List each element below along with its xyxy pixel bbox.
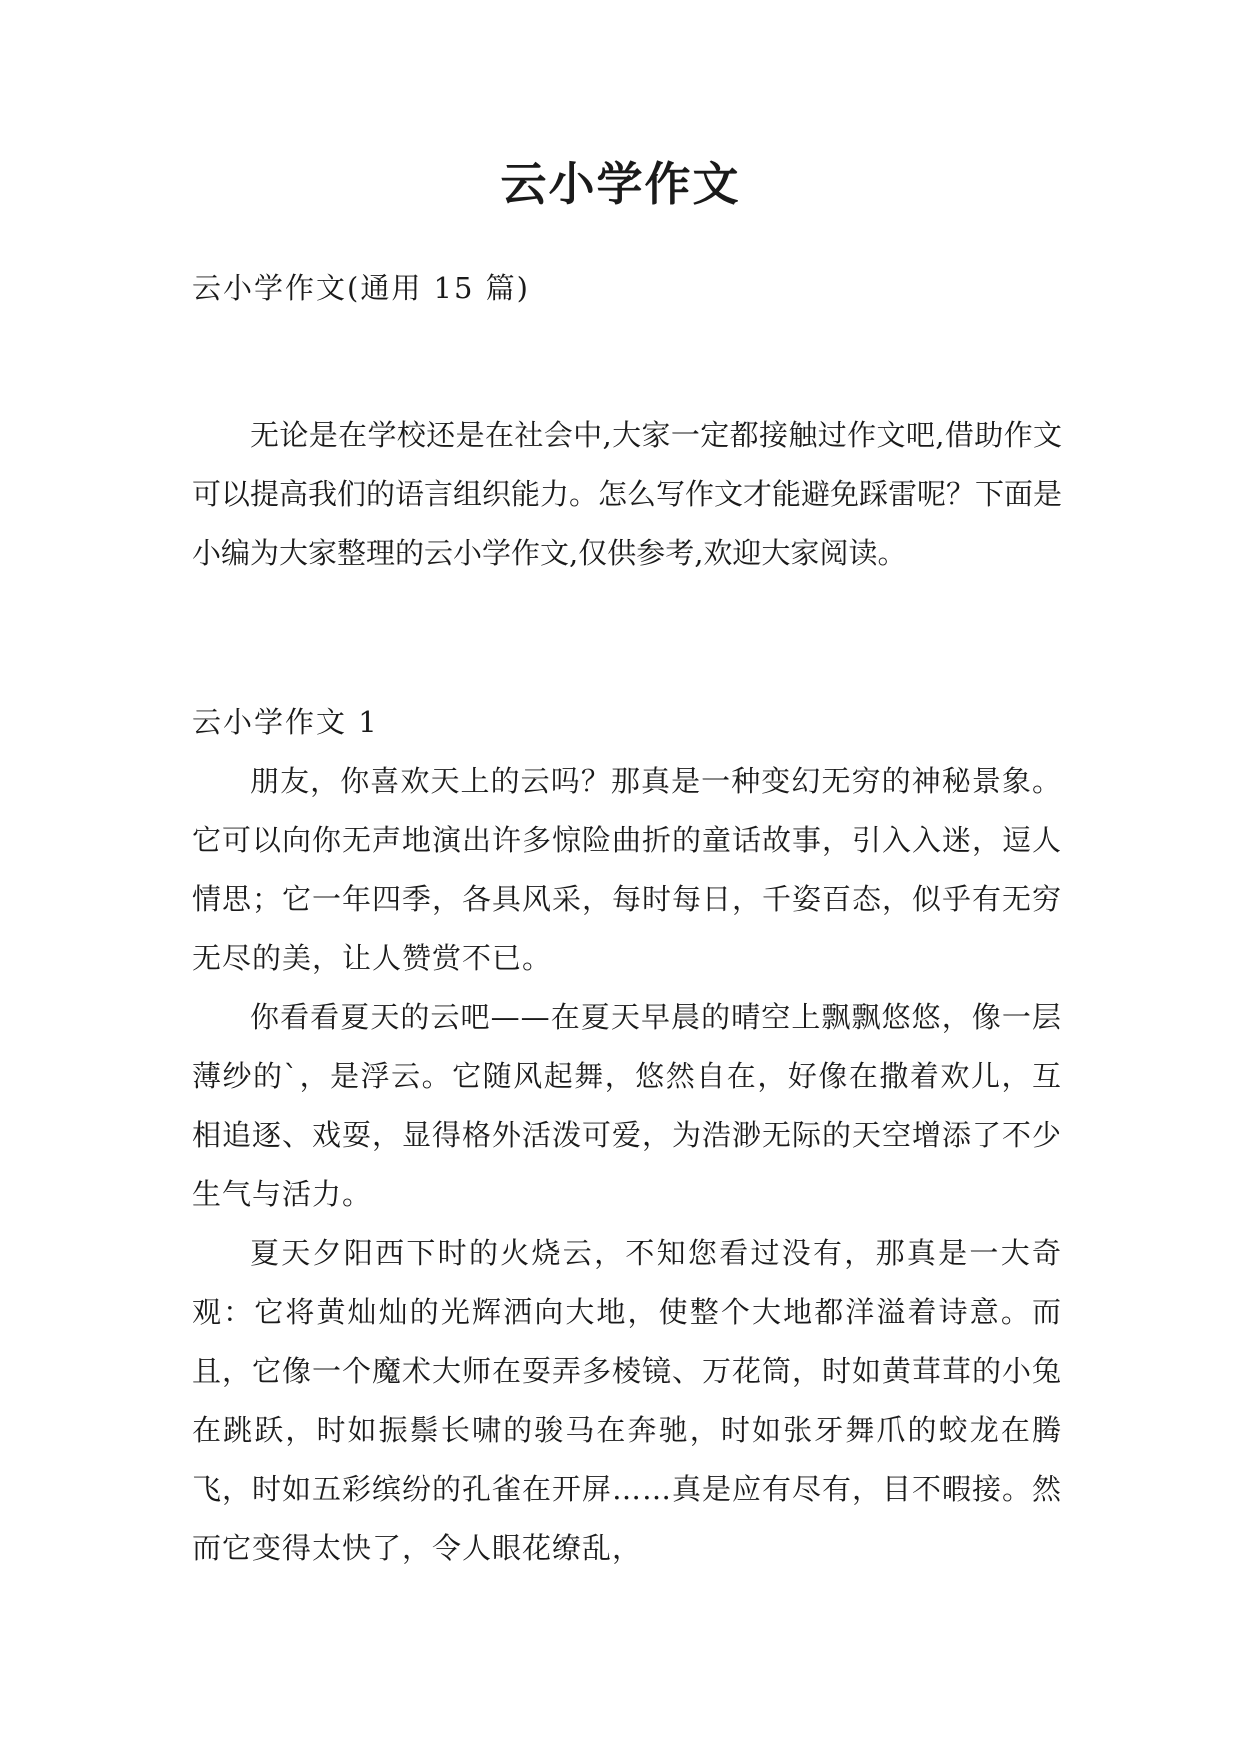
essay-body (192, 752, 1062, 1578)
essay-paragraph-2: 你看看夏天的云吧——在夏天早晨的晴空上飘飘悠悠，像一层薄纱的`，是浮云。它随风起舞，悠然自在，好像在撒着欢儿，互相追逐、戏耍，显得格外活泼可爱，为浩渺无际的天空增添了不少生气与活力。 (192, 1000, 1063, 1211)
essay-paragraph-1: 朋友，你喜欢天上的云吗？那真是一种变幻无穷的神秘景象。它可以向你无声地演出许多惊险曲折的童话故事，引入入迷，逗人情思；它一年四季，各具风采，每时每日，千姿百态，似乎有无穷无尽的美，让人赞赏不已。 (192, 764, 1063, 975)
document-title: 云小学作文 (500, 157, 741, 211)
section-heading: 云小学作文 1 (192, 705, 379, 739)
essay-paragraph-3: 夏天夕阳西下时的火烧云，不知您看过没有，那真是一大奇观：它将黄灿灿的光辉洒向大地，使整个大地都洋溢着诗意。而且，它像一个魔术大师在耍弄多棱镜、万花筒，时如黄茸茸的小兔在跳跃，时如振鬃长啸的骏马在奔驰，时如张牙舞爪的蛟龙在腾飞，时如五彩缤纷的孔雀在开屏……真是应有尽有，目不暇接。然而它变得太快了，令人眼花缭乱， (192, 1236, 1063, 1565)
intro-paragraph: 无论是在学校还是在社会中,大家一定都接触过作文吧,借助作文可以提高我们的语言组织能力。怎么写作文才能避免踩雷呢？下面是小编为大家整理的云小学作文,仅供参考,欢迎大家阅读。 (192, 418, 1063, 570)
document-subtitle: 云小学作文(通用 15 篇) (192, 271, 530, 305)
